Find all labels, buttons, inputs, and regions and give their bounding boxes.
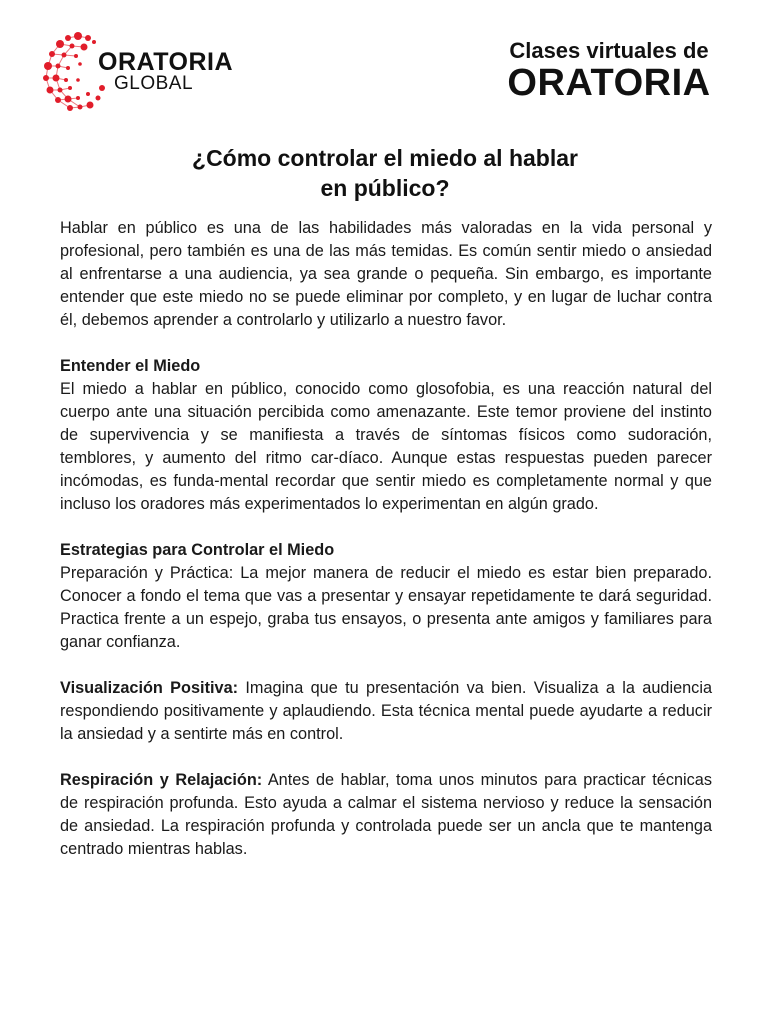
section-entender-miedo: [60, 355, 712, 516]
paragraph-lead: Visualización Positiva:: [60, 679, 239, 697]
title-line-1: ¿Cómo controlar el miedo al hablar: [192, 145, 578, 171]
section-paragraph: Preparación y Práctica: La mejor manera de reducir el miedo es estar bien preparado. Conocer a fondo el tema que vas a presentar y ensayar repetidamente te dará seguridad. Practica frente a un espejo, graba tus ensayos, o presenta ante amigos y familiares para ganar confianza.: [60, 564, 712, 651]
page-header: [0, 0, 768, 120]
brand-name: ORATORIA: [507, 62, 711, 104]
brand-block: [494, 38, 724, 102]
brand-subtitle: Clases virtuales de: [509, 38, 709, 63]
title-line-2: en público?: [320, 175, 450, 201]
section-heading: Entender el Miedo: [60, 357, 201, 375]
paragraph-lead: Respiración y Relajación:: [60, 771, 263, 789]
section-heading: Estrategias para Controlar el Miedo: [60, 541, 335, 559]
document-title: [60, 143, 710, 203]
logo-wordmark-bottom: GLOBAL: [114, 73, 194, 94]
oratoria-global-logo: [42, 28, 242, 112]
section-estrategias: [60, 539, 712, 654]
document-body: [60, 217, 712, 884]
logo-wordmark-top: ORATORIA: [98, 48, 234, 76]
visualizacion-paragraph: [60, 677, 712, 746]
section-paragraph: El miedo a hablar en público, conocido como glosofobia, es una reacción natural del cuerpo ante una situación percibida como amenazante. Este temor proviene del instinto de supervivencia y se manifiesta a través de síntomas físicos como sudoración, temblores, y aumento del ritmo car-díaco. Aunque estas respuestas pueden parecer incómodas, es funda-mental recordar que sentir miedo es completamente normal y que incluso los oradores más experimentados lo experimentan en algún grado.: [60, 380, 712, 513]
paragraph-text: Antes de hablar, toma unos minutos para practicar técnicas de respiración profunda. Esto ayuda a calmar el sistema nervioso y reduce la sensación de ansiedad. La respiración profunda y controlada puede ser un ancla que te mantenga centrado mientras hablas.: [60, 771, 712, 858]
intro-paragraph: Hablar en público es una de las habilidades más valoradas en la vida personal y profesional, pero también es una de las más temidas. Es común sentir miedo o ansiedad al enfrentarse a una audiencia, ya sea grande o pequeña. Sin embargo, es importante entender que este miedo no se puede eliminar por completo, y en lugar de luchar contra él, debemos aprender a controlarlo y utilizarlo a nuestro favor.: [60, 219, 712, 329]
respiracion-paragraph: [60, 769, 712, 861]
paragraph-text: Imagina que tu presentación va bien. Visualiza a la audiencia respondiendo positivamente y aplaudiendo. Esta técnica mental puede ayudarte a reducir la ansiedad y a sentirte más en control.: [60, 679, 712, 743]
